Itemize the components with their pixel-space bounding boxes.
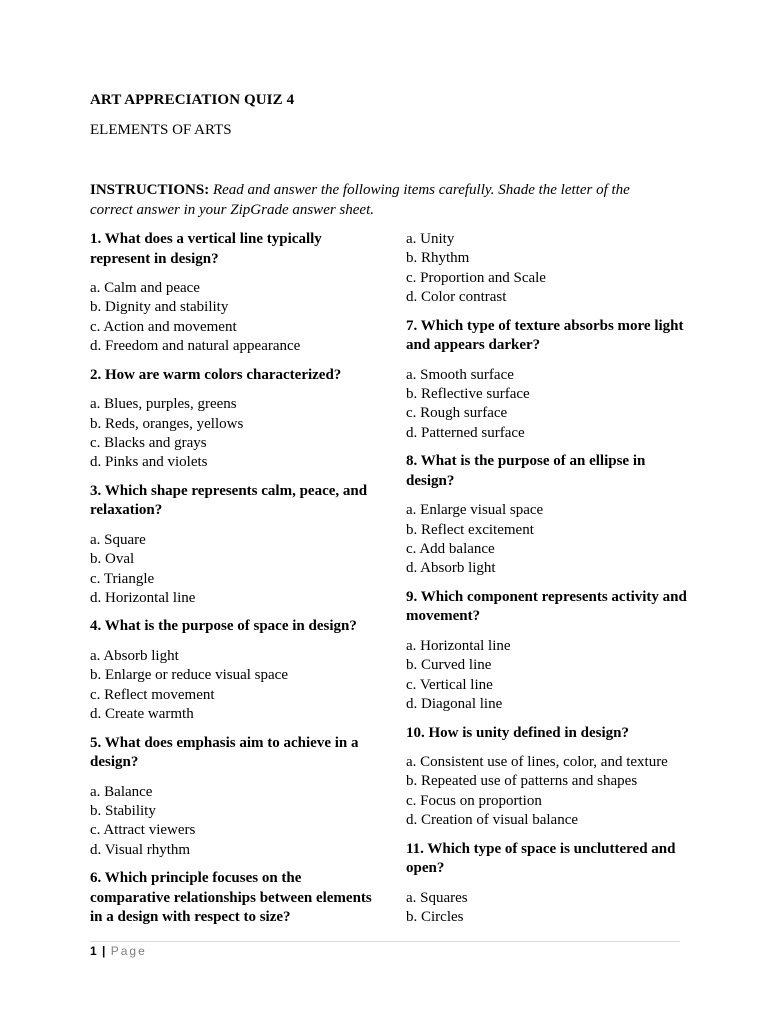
answer-option: a. Balance xyxy=(90,783,153,800)
question-block xyxy=(90,869,380,928)
answer-option: c. Add balance xyxy=(406,541,495,558)
question-text: 9. Which component represents activity and movement? xyxy=(406,588,687,625)
footer-divider xyxy=(90,941,680,942)
answer-option: b. Reflective surface xyxy=(406,386,530,403)
answer-option: b. Rhythm xyxy=(406,250,470,267)
page-label: Page xyxy=(110,944,147,958)
answer-option: a. Absorb light xyxy=(90,647,179,664)
question-text: 10. How is unity defined in design? xyxy=(406,724,629,741)
answer-option: c. Action and movement xyxy=(90,318,237,335)
instructions-text: Read and answer the following items carefully. Shade the letter of the correct answer in your ZipGrade answer sheet. xyxy=(90,182,630,218)
question-text: 2. How are warm colors characterized? xyxy=(90,366,342,383)
answer-option: a. Blues, purples, greens xyxy=(90,396,237,413)
question-text: 3. Which shape represents calm, peace, and relaxation? xyxy=(90,482,368,519)
question-text: 8. What is the purpose of an ellipse in design? xyxy=(406,453,646,489)
instructions xyxy=(90,180,660,220)
question-block xyxy=(90,734,380,861)
answer-option: d. Pinks and violets xyxy=(90,454,208,471)
answer-options xyxy=(90,783,380,861)
answer-option: d. Create warmth xyxy=(90,706,194,723)
answer-option: a. Squares xyxy=(406,889,468,906)
answer-option: b. Repeated use of patterns and shapes xyxy=(406,773,638,790)
answer-option: a. Horizontal line xyxy=(406,637,511,654)
answer-option: a. Unity xyxy=(406,231,455,247)
answer-option: b. Reds, oranges, yellows xyxy=(90,415,244,432)
question-text: 7. Which type of texture absorbs more light and appears darker? xyxy=(406,317,684,354)
answer-option: b. Enlarge or reduce visual space xyxy=(90,667,288,684)
answer-options xyxy=(406,501,696,579)
footer-separator: | xyxy=(102,944,106,958)
answer-option: a. Calm and peace xyxy=(90,280,200,296)
question-text: 11. Which type of space is uncluttered and open? xyxy=(406,840,676,877)
answer-options xyxy=(406,366,696,444)
answer-option: d. Diagonal line xyxy=(406,696,503,713)
question-block xyxy=(90,482,380,609)
question-block xyxy=(406,840,696,928)
question-block xyxy=(406,724,696,831)
question-block xyxy=(406,588,696,715)
answer-option: b. Stability xyxy=(90,802,156,819)
answer-options xyxy=(90,531,380,609)
continued-options xyxy=(406,230,696,308)
question-text: 1. What does a vertical line typically represent in design? xyxy=(90,231,322,267)
answer-option: a. Consistent use of lines, color, and texture xyxy=(406,754,668,770)
answer-option: c. Rough surface xyxy=(406,405,508,422)
answer-option: b. Dignity and stability xyxy=(90,299,229,316)
left-column xyxy=(90,230,380,938)
answer-option: d. Visual rhythm xyxy=(90,841,191,858)
answer-option: c. Vertical line xyxy=(406,676,493,693)
answer-option: d. Color contrast xyxy=(406,289,507,306)
answer-option: d. Patterned surface xyxy=(406,424,525,441)
answer-option: c. Focus on proportion xyxy=(406,792,542,809)
answer-option: a. Enlarge visual space xyxy=(406,502,544,519)
instructions-label: INSTRUCTIONS: xyxy=(90,182,210,198)
answer-options xyxy=(90,395,380,473)
page-footer xyxy=(90,944,147,958)
answer-option: b. Oval xyxy=(90,551,135,568)
answer-options xyxy=(90,647,380,725)
question-text: 5. What does emphasis aim to achieve in a design? xyxy=(90,734,359,770)
answer-option: c. Proportion and Scale xyxy=(406,269,546,286)
question-text: 6. Which principle focuses on the comparative relationships between elements in a design with respect to size? xyxy=(90,870,372,926)
answer-options xyxy=(90,279,380,357)
answer-option: c. Blacks and grays xyxy=(90,434,207,451)
answer-option: a. Smooth surface xyxy=(406,366,514,383)
answer-option: c. Reflect movement xyxy=(90,686,215,703)
answer-option: d. Absorb light xyxy=(406,560,496,577)
right-column xyxy=(406,230,696,936)
answer-option: c. Attract viewers xyxy=(90,822,196,839)
answer-option: d. Creation of visual balance xyxy=(406,812,579,829)
answer-options xyxy=(406,753,696,831)
question-block xyxy=(406,317,696,444)
quiz-subtitle: ELEMENTS OF ARTS xyxy=(90,122,232,138)
answer-option: d. Freedom and natural appearance xyxy=(90,338,301,355)
answer-option: b. Curved line xyxy=(406,657,492,674)
answer-option: b. Reflect excitement xyxy=(406,521,534,538)
question-text: 4. What is the purpose of space in design? xyxy=(90,618,357,635)
question-block xyxy=(90,617,380,724)
answer-option: d. Horizontal line xyxy=(90,589,196,606)
answer-option: c. Triangle xyxy=(90,570,155,587)
question-block xyxy=(90,366,380,473)
answer-option: a. Square xyxy=(90,531,146,548)
question-block xyxy=(90,230,380,357)
page-number: 1 xyxy=(90,944,97,958)
answer-option: b. Circles xyxy=(406,909,464,926)
answer-options xyxy=(406,637,696,715)
quiz-title: ART APPRECIATION QUIZ 4 xyxy=(90,92,295,108)
question-block xyxy=(406,452,696,579)
answer-options xyxy=(406,889,696,928)
